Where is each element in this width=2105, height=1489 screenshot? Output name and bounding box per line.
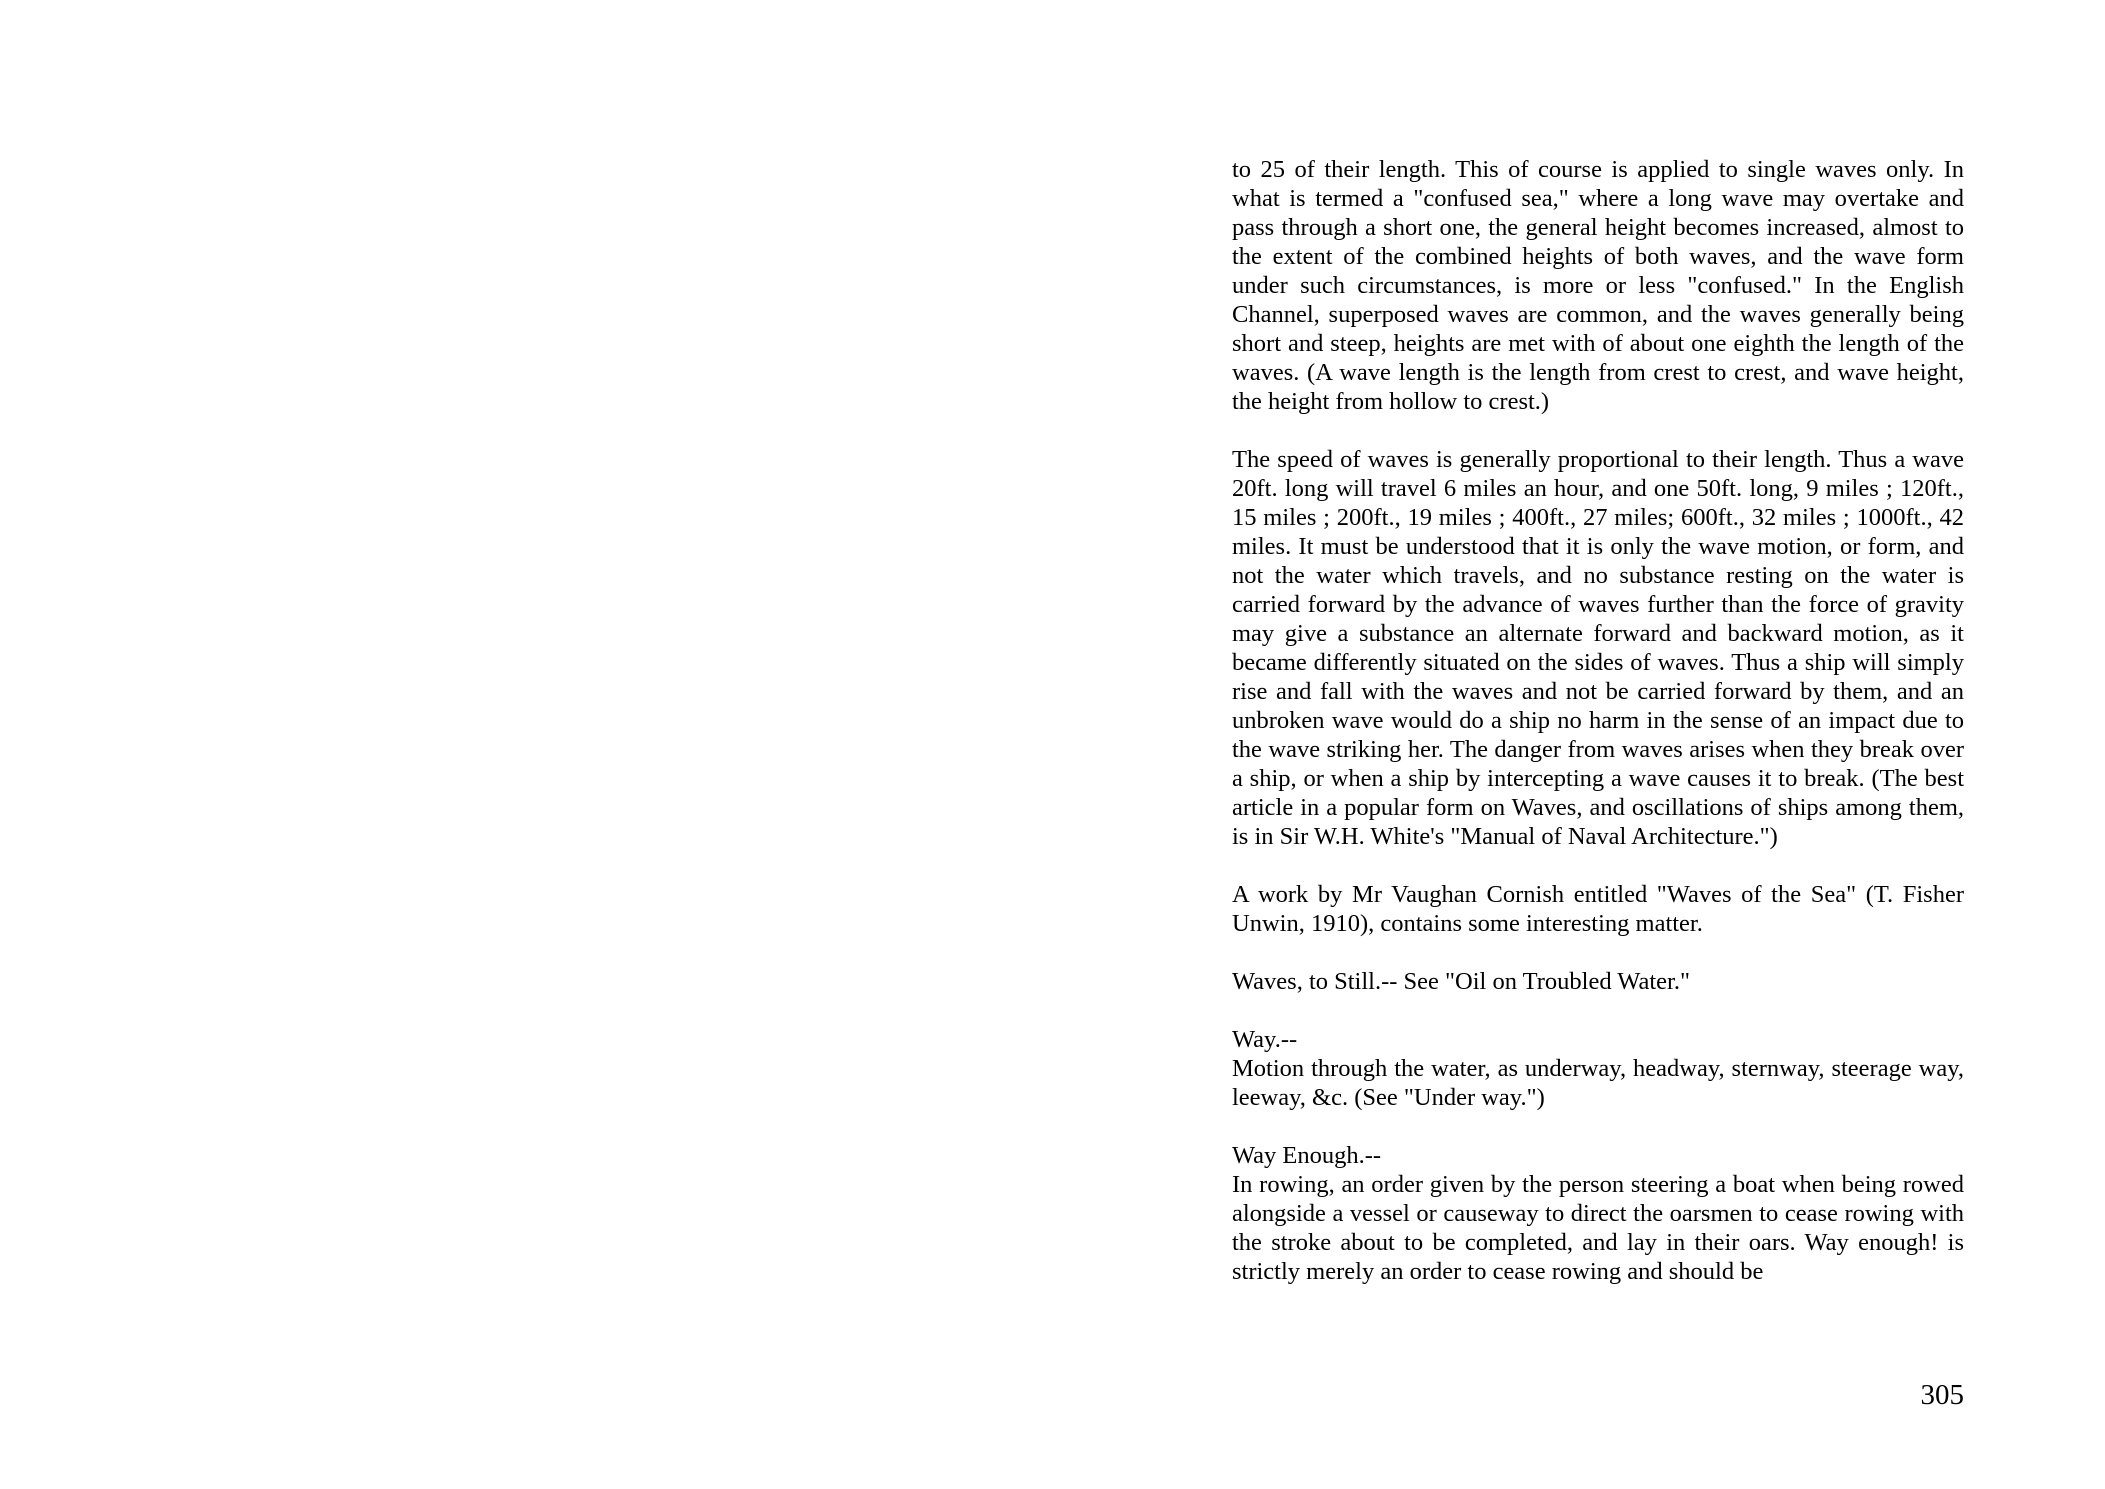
right-page [1052, 0, 2105, 1489]
paragraph-cornish-reference: A work by Mr Vaughan Cornish entitled "Waves of the Sea" (T. Fisher Unwin, 1910), contains some interesting matter. [1232, 881, 1964, 937]
blank-left-page [0, 0, 1052, 1489]
entry-way-heading: Way.-- [1232, 1026, 1298, 1053]
entry-way-body: Motion through the water, as underway, headway, sternway, steerage way, leeway, &c. (See "Under way.") [1232, 1055, 1964, 1111]
paragraph-wave-heights: to 25 of their length. This of course is applied to single waves only. In what is termed a "confused sea," where a long wave may overtake and pass through a short one, the general height becomes increased, almost to the extent of the combined heights of both waves, and the wave form under such circumstances, is more or less "confused." In the English Channel, superposed waves are common, and the waves generally being short and steep, heights are met with of about one eighth the length of the waves. (A wave length is the length from crest to crest, and wave height, the height from hollow to crest.) [1232, 156, 1964, 415]
entry-way [1232, 1025, 1964, 1112]
entry-way-enough-body: In rowing, an order given by the person steering a boat when being rowed alongside a vessel or causeway to direct the oarsmen to cease rowing with the stroke about to be completed, and lay in their oars. Way enough! is strictly merely an order to cease rowing and should be [1232, 1171, 1964, 1285]
paragraph-wave-speed: The speed of waves is generally proportional to their length. Thus a wave 20ft. long will travel 6 miles an hour, and one 50ft. long, 9 miles ; 120ft., 15 miles ; 200ft., 19 miles ; 400ft., 27 miles; 600ft., 32 miles ; 1000ft., 42 miles. It must be understood that it is only the wave motion, or form, and not the water which travels, and no substance resting on the water is carried forward by the advance of waves further than the force of gravity may give a substance an alternate forward and backward motion, as it became differently situated on the sides of waves. Thus a ship will simply rise and fall with the waves and not be carried forward by them, and an unbroken wave would do a ship no harm in the sense of an impact due to the wave striking her. The danger from waves arises when they break over a ship, or when a ship by intercepting a wave causes it to break. (The best article in a popular form on Waves, and oscillations of ships among them, is in Sir W.H. White's "Manual of Naval Architecture.") [1232, 446, 1964, 850]
text-column [1232, 155, 1964, 1315]
paragraph-waves-to-still: Waves, to Still.-- See "Oil on Troubled Water." [1232, 968, 1690, 995]
page-number: 305 [1920, 1379, 1964, 1411]
entry-way-enough [1232, 1141, 1964, 1286]
entry-way-enough-heading: Way Enough.-- [1232, 1142, 1382, 1169]
